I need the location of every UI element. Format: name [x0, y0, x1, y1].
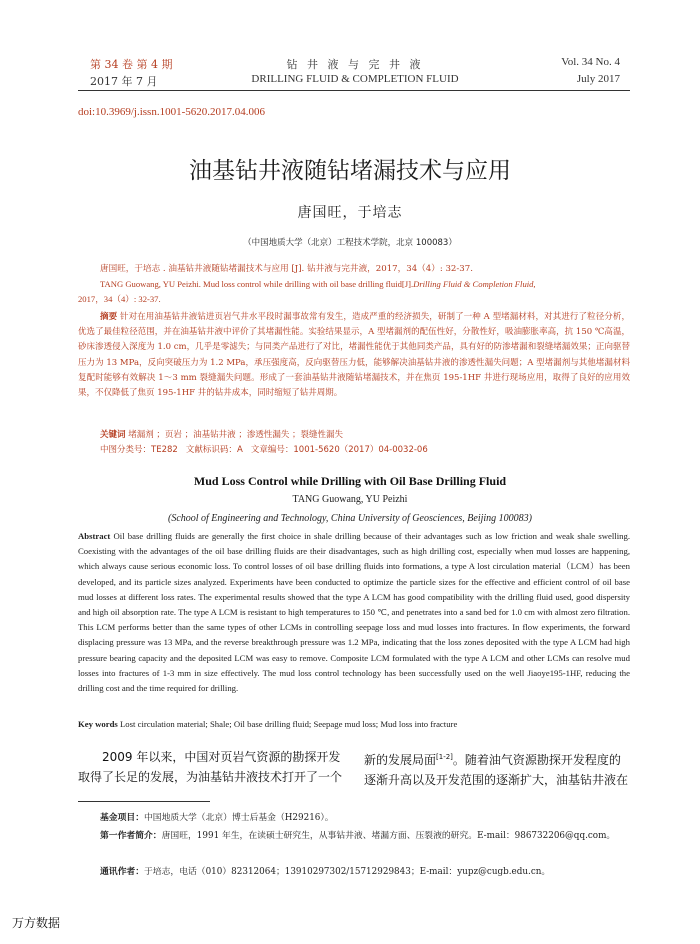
header-volume-issue: 第 34 卷 第 4 期 — [90, 58, 173, 71]
footnote-corresponding-label: 通讯作者： — [100, 867, 144, 877]
footnote-fund-text: 中国地质大学（北京）博士后基金（H29216）。 — [144, 813, 334, 823]
abstract-zh-label: 摘要 — [100, 312, 118, 322]
authors-zh: 唐国旺，于培志 — [297, 205, 403, 221]
keywords-zh-text: 堵漏剂 ；页岩 ；油基钻井液 ；渗透性漏失 ；裂缝性漏失 — [128, 430, 344, 440]
keywords-en-label: Key words — [78, 719, 118, 729]
article-number-label: 文章编号： — [250, 445, 294, 455]
footnote-fund-label: 基金项目： — [100, 813, 144, 823]
abstract-zh-text: 针对在用油基钻井液钻进页岩气井水平段时漏事故常有发生，造成严重的经济损失，研制了一种 A 型堵漏材料，对其进行了粒径分析，优选了最佳粒径范围，并在油基钻井液中评价了其堵漏性能。实验结果显示，A 型堵漏剂的配伍性好，分散性好，吸油膨胀率高，抗 150 ℃高温，砂床渗透侵入深度为 1.0 cm，几乎是零滤失；与同类产品进行了对比，堵漏性能优于其他同类产品，具有好的防渗堵漏和裂缝堵漏效果；正向驱替压力为 13 MPa，反向突破压力为 1.2 MPa，承压强度高，反向驱替压力低，能够解决油基钻井液的渗透性漏失问题；A 型堵漏剂与其他堵漏材料复配时能够有效解决 1～3 mm 裂缝漏失问题。形成了一套油基钻井液随钻堵漏技术，并在焦页 195-1HF 井进行现场应用，取得了良好的应用效果，不仅降低了焦页 195-1HF 井的钻井成本，同时缩短了钻井周期。 — [78, 312, 630, 399]
keywords-en-text: Lost circulation material; Shale; Oil base drilling fluid; Seepage mud loss; Mud loss into fracture — [120, 719, 458, 729]
body-right-text-b: 。随着油气资源勘探开发程度的逐渐升高以及开发范围的逐渐扩大，油基钻井液在 — [364, 753, 629, 787]
english-authors: TANG Guowang, YU Peizhi — [292, 494, 408, 505]
citation-zh: 唐国旺，于培志 . 油基钻井液随钻堵漏技术与应用 [J]. 钻井液与完井液，2017，34（4）: 32-37. — [100, 264, 473, 274]
header-date-en: July 2017 — [576, 73, 620, 85]
footnote-first-author — [78, 828, 630, 844]
header-volume-en: Vol. 34 No. 4 — [561, 56, 620, 68]
citation-en-journal: Drilling Fluid & Completion Fluid — [413, 279, 534, 289]
footnote-corresponding — [78, 864, 630, 880]
english-affiliation: (School of Engineering and Technology, China University of Geosciences, Beijing 100083) — [167, 513, 532, 524]
body-right-column — [364, 748, 630, 790]
keywords-zh-label: 关键词 — [100, 430, 126, 440]
header-date-zh: 2017 年 7 月 — [90, 75, 158, 88]
citation-en-comma: , — [533, 279, 536, 289]
keywords-en — [78, 719, 630, 729]
english-title: Mud Loss Control while Drilling with Oil Base Drilling Fluid — [193, 474, 507, 488]
body-right-text-a: 新的发展局面 — [364, 753, 437, 767]
doc-code: A — [236, 445, 243, 455]
clc-code: TE282 — [151, 445, 178, 455]
page-title: 油基钻井液随钻堵漏技术与应用 — [189, 158, 511, 184]
abstract-zh — [78, 310, 630, 401]
clc-label: 中图分类号： — [100, 445, 152, 455]
footnote-first-author-label: 第一作者简介： — [100, 831, 162, 841]
header-rule — [78, 90, 630, 91]
doc-code-label: 文献标识码： — [185, 445, 237, 455]
article-number: 1001-5620（2017）04-0032-06 — [293, 445, 428, 455]
citation-en — [78, 277, 630, 292]
keywords-zh — [78, 428, 630, 440]
footnote-corresponding-text: 于培志，电话（010）82312064；13910297302/15712929843；E-mail：yupz@cugb.edu.cn。 — [144, 867, 551, 877]
footnote-fund — [78, 810, 630, 826]
header-journal-zh: 钻 井 液 与 完 井 液 — [286, 58, 424, 71]
citation-en-line2: 2017，34（4）: 32-37. — [78, 294, 161, 304]
watermark-wanfang: 万方数据 — [12, 916, 61, 930]
citation-en-authors: TANG Guowang, YU Peizhi. Mud loss control while drilling with oil base drilling fluid[J]. — [100, 279, 414, 289]
footnote-rule — [78, 801, 210, 802]
abstract-en-label: Abstract — [78, 531, 111, 541]
header-journal-en: DRILLING FLUID & COMPLETION FLUID — [251, 73, 459, 85]
doi-link[interactable]: doi:10.3969/j.issn.1001-5620.2017.04.006 — [78, 106, 266, 118]
abstract-en — [78, 529, 630, 696]
footnote-first-author-text: 唐国旺，1991 年生，在读硕士研究生，从事钻井液、堵漏方面、压裂液的研究。E-mail：986732206@qq.com。 — [161, 831, 616, 841]
abstract-en-text: Oil base drilling fluids are generally the first choice in shale drilling because of their advantages such as low friction and weak shale swelling. Coexisting with the advantages of the oil base drilling fluids are their disadvantages, such as high drilling cost, especially when mud losses are happening, which always cause serious economic loss. To control losses of oil base drilling fluids into formations, a type A lost circulation material（LCM）has been developed, and its particle sizes analyzed. Experiments have been conducted to optimize the particle sizes for the effective and efficient control of oil base mud losses at different loss rates. The experimental results showed that the type A LCM has good compatibility with the drilling fluid used, good dispersity and high oil absorption rate. The type A LCM is resistant to high temperatures to 150 ℃, and penetrates into a sand bed for 1.0 cm with almost zero filtration. This LCM performs better than the same types of other LCMs in controlling seepage loss and mud losses into fractures. In flow experiments, the forward displacing pressure was 13 MPa, and the reverse breakthrough pressure was 1.2 MPa, indicating that the loss zones deposited with the type A LCM had high pressure bearing capacity and the deposited LCM was easy to remove. Composite LCM formulated with the type A LCM and other LCMs can resolve mud losses into fractures of 1-3 mm in size effectively. The mud loss control technology has been successfully used on the well Jiaoye195-1HF, reducing the drilling cost and the time required for drilling. — [78, 531, 630, 694]
body-left-column: 2009 年以来，中国对页岩气资源的勘探开发取得了长足的发展，为油基钻井液技术打开了一个 — [78, 750, 343, 784]
affiliation-zh: （中国地质大学（北京）工程技术学院，北京 100083） — [243, 238, 457, 248]
classification-line — [78, 443, 630, 455]
reference-marker[interactable]: [1-2] — [436, 753, 453, 761]
